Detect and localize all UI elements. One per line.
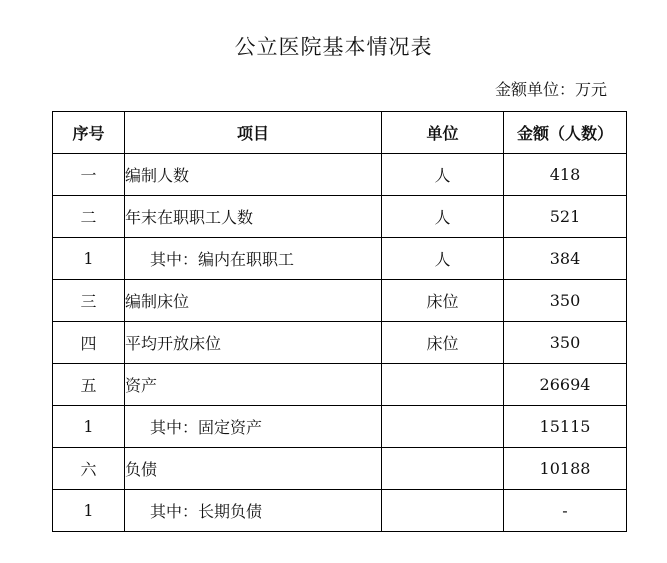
row-seq-cell: 三	[53, 280, 125, 322]
row-seq-cell: 一	[53, 154, 125, 196]
table-row	[53, 322, 627, 364]
header-amount: 金额（人数）	[504, 112, 627, 154]
row-unit-cell	[382, 448, 504, 490]
table-row	[53, 280, 627, 322]
row-amount-cell: 418	[504, 154, 627, 196]
row-unit-cell: 床位	[382, 280, 504, 322]
row-seq-cell: 1	[53, 406, 125, 448]
table-row	[53, 154, 627, 196]
table-row	[53, 196, 627, 238]
row-unit-cell: 人	[382, 154, 504, 196]
row-item-cell: 平均开放床位	[125, 322, 382, 364]
row-amount-cell: 350	[504, 322, 627, 364]
row-item-cell: 其中：长期负债	[125, 490, 382, 532]
page-title: 公立医院基本情况表	[234, 35, 433, 59]
hospital-info-table	[52, 111, 627, 532]
table-row	[53, 406, 627, 448]
header-unit: 单位	[382, 112, 504, 154]
row-seq-cell: 四	[53, 322, 125, 364]
table-row	[53, 238, 627, 280]
header-seq: 序号	[53, 112, 125, 154]
row-unit-cell	[382, 490, 504, 532]
row-amount-cell: -	[504, 490, 627, 532]
row-unit-cell: 床位	[382, 322, 504, 364]
row-amount-cell: 350	[504, 280, 627, 322]
row-item-cell: 年末在职职工人数	[125, 196, 382, 238]
row-seq-cell: 1	[53, 238, 125, 280]
row-amount-cell: 15115	[504, 406, 627, 448]
row-amount-cell: 26694	[504, 364, 627, 406]
row-amount-cell: 10188	[504, 448, 627, 490]
row-unit-cell	[382, 406, 504, 448]
table-row	[53, 448, 627, 490]
row-seq-cell: 六	[53, 448, 125, 490]
table-body	[53, 154, 627, 532]
row-item-cell: 编制人数	[125, 154, 382, 196]
currency-unit-note: 金额单位：万元	[494, 80, 607, 99]
table-row	[53, 490, 627, 532]
row-amount-cell: 384	[504, 238, 627, 280]
row-item-cell: 负债	[125, 448, 382, 490]
table-row	[53, 364, 627, 406]
row-unit-cell: 人	[382, 238, 504, 280]
row-item-cell: 其中：编内在职职工	[125, 238, 382, 280]
row-seq-cell: 二	[53, 196, 125, 238]
row-unit-cell: 人	[382, 196, 504, 238]
row-unit-cell	[382, 364, 504, 406]
row-seq-cell: 1	[53, 490, 125, 532]
row-item-cell: 编制床位	[125, 280, 382, 322]
table-header-row	[53, 112, 627, 154]
row-amount-cell: 521	[504, 196, 627, 238]
row-item-cell: 资产	[125, 364, 382, 406]
row-item-cell: 其中：固定资产	[125, 406, 382, 448]
header-item: 项目	[125, 112, 382, 154]
row-seq-cell: 五	[53, 364, 125, 406]
